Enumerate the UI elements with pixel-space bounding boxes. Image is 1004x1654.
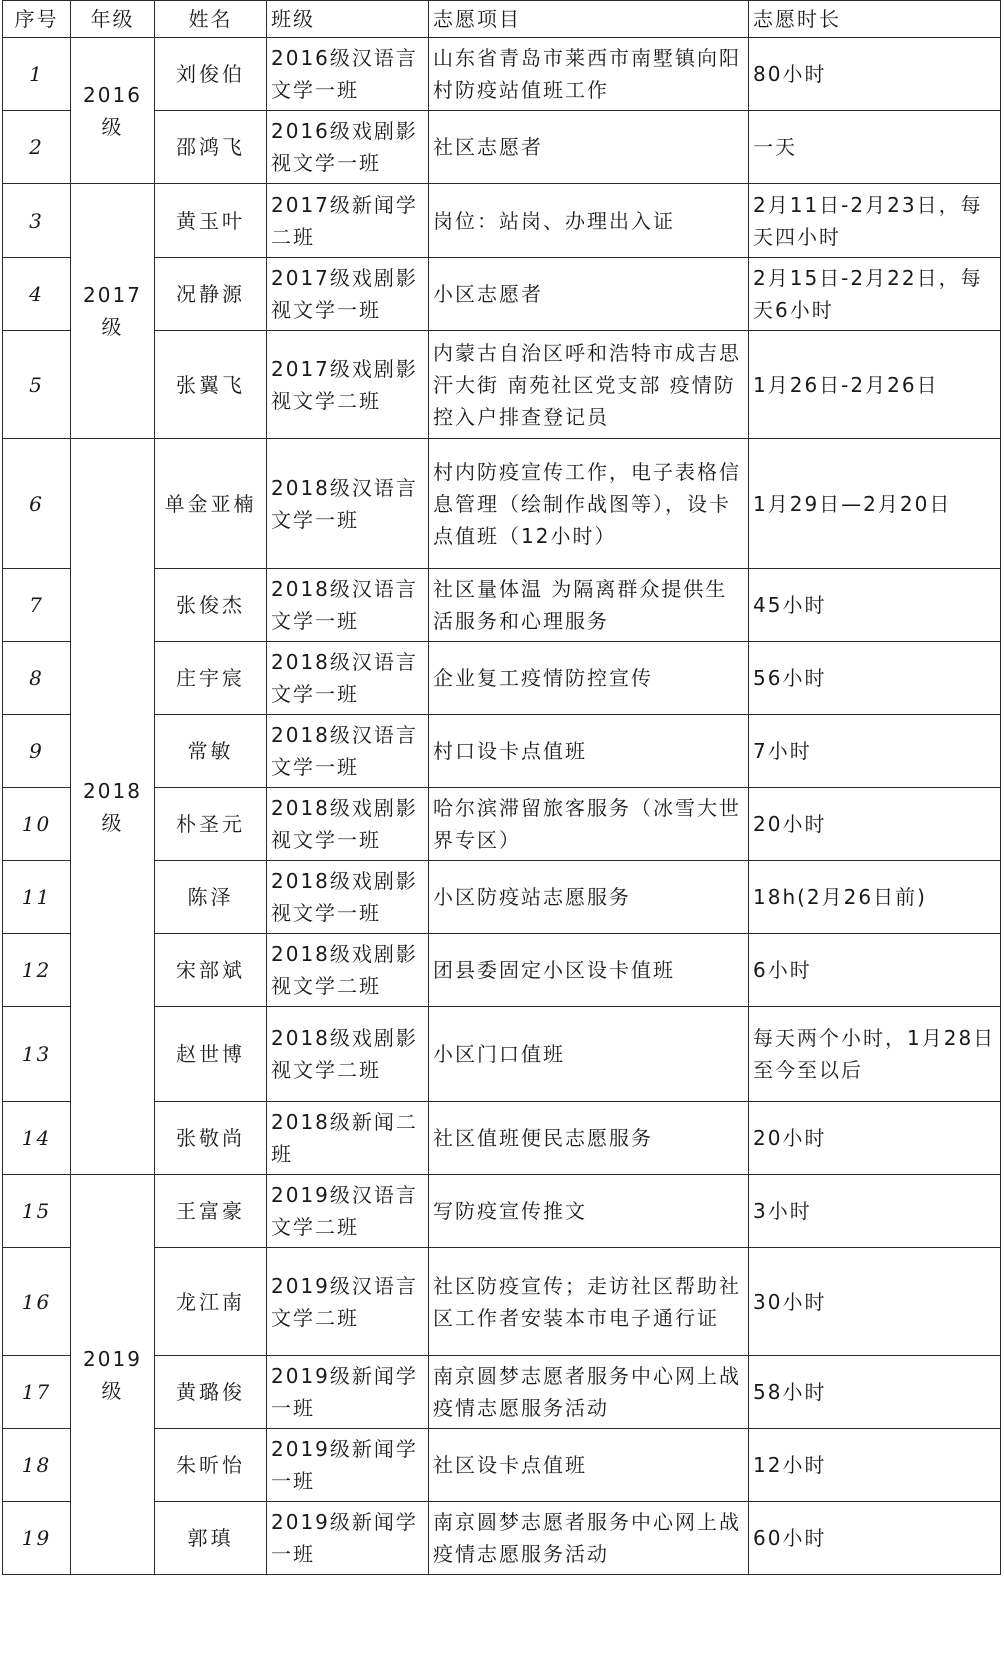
row-project: 小区防疫站志愿服务	[429, 861, 749, 934]
row-duration: 一天	[749, 111, 1001, 184]
row-no: 8	[3, 642, 71, 715]
row-duration: 7小时	[749, 715, 1001, 788]
row-class: 2019级新闻学一班	[267, 1429, 429, 1502]
header-row	[3, 1, 1001, 38]
row-project: 社区设卡点值班	[429, 1429, 749, 1502]
row-no: 14	[3, 1102, 71, 1175]
row-name: 赵世博	[155, 1007, 267, 1102]
grade-cell: 2018级	[71, 439, 155, 1175]
row-duration: 3小时	[749, 1175, 1001, 1248]
row-duration: 18h(2月26日前)	[749, 861, 1001, 934]
row-no: 6	[3, 439, 71, 569]
row-class: 2018级戏剧影视文学一班	[267, 788, 429, 861]
row-duration: 60小时	[749, 1502, 1001, 1575]
row-name: 张翼飞	[155, 331, 267, 439]
row-duration: 45小时	[749, 569, 1001, 642]
row-duration: 1月29日—2月20日	[749, 439, 1001, 569]
row-duration: 2月15日-2月22日，每天6小时	[749, 258, 1001, 331]
header-grade: 年级	[71, 1, 155, 38]
table-row	[3, 1175, 1001, 1248]
row-no: 5	[3, 331, 71, 439]
row-name: 刘俊伯	[155, 38, 267, 111]
row-duration: 2月11日-2月23日，每天四小时	[749, 184, 1001, 258]
row-class: 2018级汉语言文学一班	[267, 715, 429, 788]
header-no: 序号	[3, 1, 71, 38]
row-class: 2019级汉语言文学二班	[267, 1175, 429, 1248]
row-name: 黄玉叶	[155, 184, 267, 258]
row-class: 2018级戏剧影视文学一班	[267, 861, 429, 934]
row-project: 社区志愿者	[429, 111, 749, 184]
row-class: 2017级戏剧影视文学二班	[267, 331, 429, 439]
row-class: 2018级汉语言文学一班	[267, 642, 429, 715]
row-no: 12	[3, 934, 71, 1007]
row-no: 19	[3, 1502, 71, 1575]
header-project: 志愿项目	[429, 1, 749, 38]
row-class: 2018级汉语言文学一班	[267, 569, 429, 642]
volunteer-table	[2, 0, 1001, 1575]
row-class: 2019级新闻学一班	[267, 1356, 429, 1429]
grade-cell: 2016级	[71, 38, 155, 184]
row-project: 企业复工疫情防控宣传	[429, 642, 749, 715]
row-duration: 6小时	[749, 934, 1001, 1007]
row-no: 9	[3, 715, 71, 788]
row-name: 郭瑱	[155, 1502, 267, 1575]
table-row	[3, 184, 1001, 258]
row-class: 2017级新闻学二班	[267, 184, 429, 258]
row-project: 村内防疫宣传工作，电子表格信息管理（绘制作战图等），设卡点值班（12小时）	[429, 439, 749, 569]
row-name: 庄宇宸	[155, 642, 267, 715]
row-name: 况静源	[155, 258, 267, 331]
row-no: 16	[3, 1248, 71, 1356]
row-duration: 12小时	[749, 1429, 1001, 1502]
row-project: 村口设卡点值班	[429, 715, 749, 788]
row-project: 内蒙古自治区呼和浩特市成吉思汗大街 南苑社区党支部 疫情防控入户排查登记员	[429, 331, 749, 439]
row-no: 3	[3, 184, 71, 258]
row-no: 15	[3, 1175, 71, 1248]
row-project: 哈尔滨滞留旅客服务（冰雪大世界专区）	[429, 788, 749, 861]
row-name: 宋部斌	[155, 934, 267, 1007]
row-project: 小区门口值班	[429, 1007, 749, 1102]
table-row	[3, 439, 1001, 569]
row-name: 邵鸿飞	[155, 111, 267, 184]
row-class: 2018级汉语言文学一班	[267, 439, 429, 569]
row-no: 2	[3, 111, 71, 184]
row-project: 小区志愿者	[429, 258, 749, 331]
row-no: 13	[3, 1007, 71, 1102]
row-name: 黄璐俊	[155, 1356, 267, 1429]
row-no: 1	[3, 38, 71, 111]
row-no: 11	[3, 861, 71, 934]
grade-cell: 2019级	[71, 1175, 155, 1575]
row-class: 2018级戏剧影视文学二班	[267, 1007, 429, 1102]
row-no: 18	[3, 1429, 71, 1502]
row-no: 10	[3, 788, 71, 861]
row-class: 2019级汉语言文学二班	[267, 1248, 429, 1356]
row-no: 17	[3, 1356, 71, 1429]
row-duration: 20小时	[749, 1102, 1001, 1175]
row-class: 2017级戏剧影视文学一班	[267, 258, 429, 331]
row-name: 龙江南	[155, 1248, 267, 1356]
row-duration: 56小时	[749, 642, 1001, 715]
row-project: 写防疫宣传推文	[429, 1175, 749, 1248]
row-project: 社区防疫宣传；走访社区帮助社区工作者安装本市电子通行证	[429, 1248, 749, 1356]
row-class: 2019级新闻学一班	[267, 1502, 429, 1575]
header-name: 姓名	[155, 1, 267, 38]
row-project: 岗位：站岗、办理出入证	[429, 184, 749, 258]
row-class: 2018级新闻二班	[267, 1102, 429, 1175]
row-name: 陈泽	[155, 861, 267, 934]
row-project: 山东省青岛市莱西市南墅镇向阳村防疫站值班工作	[429, 38, 749, 111]
header-duration: 志愿时长	[749, 1, 1001, 38]
row-duration: 80小时	[749, 38, 1001, 111]
row-class: 2018级戏剧影视文学二班	[267, 934, 429, 1007]
row-no: 7	[3, 569, 71, 642]
row-name: 朴圣元	[155, 788, 267, 861]
row-project: 南京圆梦志愿者服务中心网上战疫情志愿服务活动	[429, 1502, 749, 1575]
row-class: 2016级戏剧影视文学一班	[267, 111, 429, 184]
row-name: 朱昕怡	[155, 1429, 267, 1502]
row-duration: 30小时	[749, 1248, 1001, 1356]
row-duration: 1月26日-2月26日	[749, 331, 1001, 439]
row-name: 张敬尚	[155, 1102, 267, 1175]
row-project: 团县委固定小区设卡值班	[429, 934, 749, 1007]
row-name: 单金亚楠	[155, 439, 267, 569]
row-name: 常敏	[155, 715, 267, 788]
header-class: 班级	[267, 1, 429, 38]
row-project: 社区值班便民志愿服务	[429, 1102, 749, 1175]
row-project: 社区量体温 为隔离群众提供生活服务和心理服务	[429, 569, 749, 642]
row-duration: 每天两个小时，1月28日至今至以后	[749, 1007, 1001, 1102]
row-project: 南京圆梦志愿者服务中心网上战疫情志愿服务活动	[429, 1356, 749, 1429]
row-duration: 20小时	[749, 788, 1001, 861]
grade-cell: 2017级	[71, 184, 155, 439]
row-name: 张俊杰	[155, 569, 267, 642]
row-no: 4	[3, 258, 71, 331]
table-row	[3, 38, 1001, 111]
row-class: 2016级汉语言文学一班	[267, 38, 429, 111]
row-duration: 58小时	[749, 1356, 1001, 1429]
row-name: 王富豪	[155, 1175, 267, 1248]
